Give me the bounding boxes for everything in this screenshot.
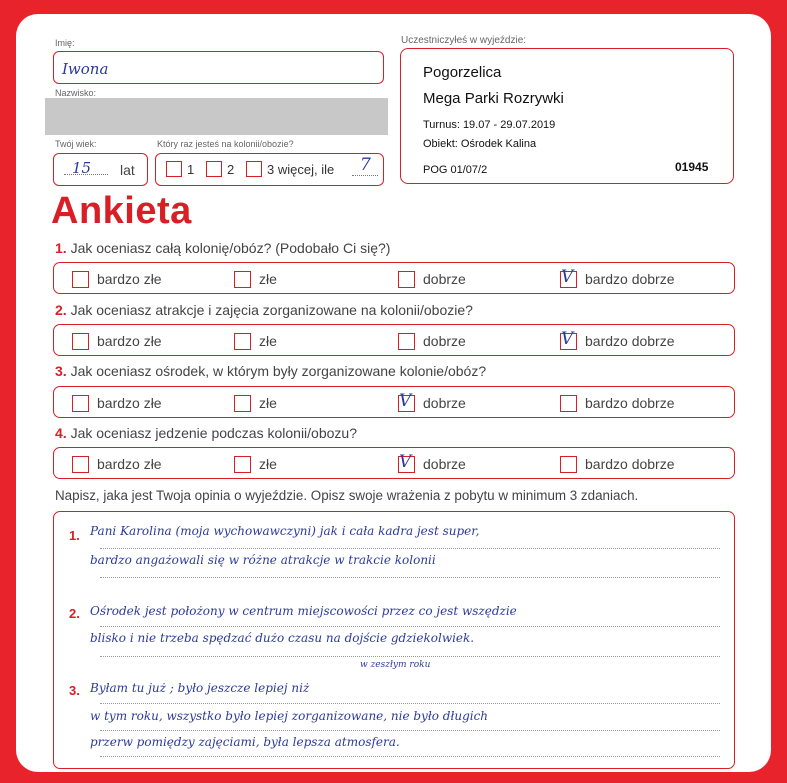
opinion-2-number: 2. [69,606,80,621]
ruled-line [100,548,720,549]
opinion-3-line-3: przerw pomiędzy zajęciami, była lepsza atmosfera. [90,735,400,749]
ruled-line [100,626,720,627]
option-label: złe [259,333,277,349]
check-mark: V [399,390,412,411]
answer-row-1 [53,262,735,294]
trip-park: Mega Parki Rozrywki [423,90,564,107]
option-label: bardzo złe [97,271,162,287]
option-label: bardzo dobrze [585,333,675,349]
trip-place: Pogorzelica [423,64,502,81]
checkbox[interactable] [560,328,577,350]
question-1 [55,240,390,256]
opinion-2-line-1: Ośrodek jest położony w centrum miejscowości przez co jest wszędzie [90,604,517,618]
opinion-1-number: 1. [69,528,80,543]
answer-4-option-2[interactable] [234,455,277,473]
question-3-text: Jak oceniasz ośrodek, w którym były zorganizowane kolonie/obóz? [70,363,487,379]
question-1-number: 1. [55,240,67,256]
question-1-text: Jak oceniasz całą kolonię/obóz? (Podobało Ci się?) [70,240,391,256]
option-label: dobrze [423,395,466,411]
opinion-1-line-2: bardzo angażowali się w różne atrakcje w trakcie kolonii [90,553,436,567]
answer-3-option-2[interactable] [234,394,277,412]
check-mark: V [561,266,574,287]
raz-dotted-line [352,175,378,176]
checkbox[interactable] [398,390,415,412]
ruled-line [100,730,720,731]
wiek-value: 15 [72,159,92,177]
checkbox[interactable] [560,395,577,412]
raz-value: 7 [360,155,371,175]
checkbox[interactable] [560,266,577,288]
nazwisko-label: Nazwisko: [55,88,97,98]
option-label: bardzo dobrze [585,271,675,287]
trip-code: POG 01/07/2 [423,164,488,176]
opinion-3-number: 3. [69,683,80,698]
checkbox[interactable] [234,271,251,288]
option-label: złe [259,271,277,287]
answer-1-option-3[interactable] [398,270,466,288]
answer-3-option-4[interactable] [560,394,675,412]
checkbox[interactable] [234,456,251,473]
ruled-line [100,756,720,757]
opinion-prompt: Napisz, jaka jest Twoja opinia o wyjeździe. Opisz swoje wrażenia z pobytu w minimum 3 zdaniach. [55,488,639,503]
checkbox[interactable] [398,333,415,350]
checkbox[interactable] [398,451,415,473]
checkbox[interactable] [72,456,89,473]
option-label: złe [259,395,277,411]
imie-value: Iwona [62,60,109,78]
opinion-2-line-2: blisko i nie trzeba spędzać dużo czasu na dojście gdziekolwiek. [90,631,475,645]
opinion-1-line-1: Pani Karolina (moja wychowawczyni) jak i cała kadra jest super, [90,524,480,538]
answer-2-option-2[interactable] [234,332,277,350]
check-mark: V [561,328,574,349]
option-label: bardzo dobrze [585,395,675,411]
question-2-number: 2. [55,302,67,318]
trip-label: Uczestniczyłeś w wyjeździe: [401,35,527,46]
checkbox[interactable] [72,271,89,288]
opinion-3-line-2: w tym roku, wszystko było lepiej zorganizowane, nie było długich [90,709,489,723]
question-4-text: Jak oceniasz jedzenie podczas kolonii/obozu? [70,425,357,441]
checkbox[interactable] [72,395,89,412]
trip-obiekt: Obiekt: Ośrodek Kalina [423,138,537,150]
answer-1-option-1[interactable] [72,270,162,288]
wiek-field[interactable] [53,153,148,186]
checkbox[interactable] [234,333,251,350]
checkbox[interactable] [560,456,577,473]
option-label: dobrze [423,271,466,287]
option-label: bardzo złe [97,395,162,411]
trip-box [400,48,734,184]
answer-3-option-1[interactable] [72,394,162,412]
opinion-3-insertion: w zeszłym roku [360,660,431,670]
question-3-number: 3. [55,363,67,379]
answer-1-option-2[interactable] [234,270,277,288]
checkbox[interactable] [72,333,89,350]
answer-1-option-4[interactable] [560,266,675,288]
question-2-text: Jak oceniasz atrakcje i zajęcia zorganizowane na kolonii/obozie? [70,302,473,318]
answer-row-3 [53,386,735,418]
trip-number: 01945 [675,160,709,174]
raz-2-label: 2 [227,162,235,177]
ktory-raz-field [155,153,384,186]
question-3 [55,363,486,379]
ktory-raz-label: Który raz jesteś na kolonii/obozie? [157,139,294,149]
ruled-line [100,703,720,704]
raz-3-label: 3 więcej, ile [267,162,335,177]
imie-label: Imię: [55,38,75,48]
option-label: bardzo złe [97,456,162,472]
ruled-line [100,577,720,578]
question-2 [55,302,473,318]
answer-2-option-3[interactable] [398,332,466,350]
answer-row-2 [53,324,735,356]
survey-title: Ankieta [51,190,192,232]
answer-4-option-1[interactable] [72,455,162,473]
option-label: dobrze [423,333,466,349]
check-mark: V [399,451,412,472]
ruled-line [100,656,720,657]
trip-turnus: Turnus: 19.07 - 29.07.2019 [423,119,556,131]
raz-1-checkbox[interactable] [166,161,182,177]
answer-row-4 [53,447,735,479]
option-label: bardzo złe [97,333,162,349]
answer-4-option-4[interactable] [560,455,675,473]
question-4 [55,425,357,441]
option-label: złe [259,456,277,472]
wiek-label: Twój wiek: [55,139,97,149]
raz-3-checkbox[interactable] [246,161,262,177]
answer-2-option-4[interactable] [560,328,675,350]
raz-1-label: 1 [187,162,195,177]
wiek-unit: lat [120,162,135,178]
answer-4-option-3[interactable] [398,451,466,473]
answer-2-option-1[interactable] [72,332,162,350]
raz-2-checkbox[interactable] [206,161,222,177]
imie-field[interactable] [53,51,384,84]
opinion-3-line-1: Byłam tu już ; było jeszcze lepiej niż [90,681,310,695]
option-label: dobrze [423,456,466,472]
checkbox[interactable] [398,271,415,288]
question-4-number: 4. [55,425,67,441]
option-label: bardzo dobrze [585,456,675,472]
answer-3-option-3[interactable] [398,390,466,412]
nazwisko-redacted [45,98,388,135]
checkbox[interactable] [234,395,251,412]
